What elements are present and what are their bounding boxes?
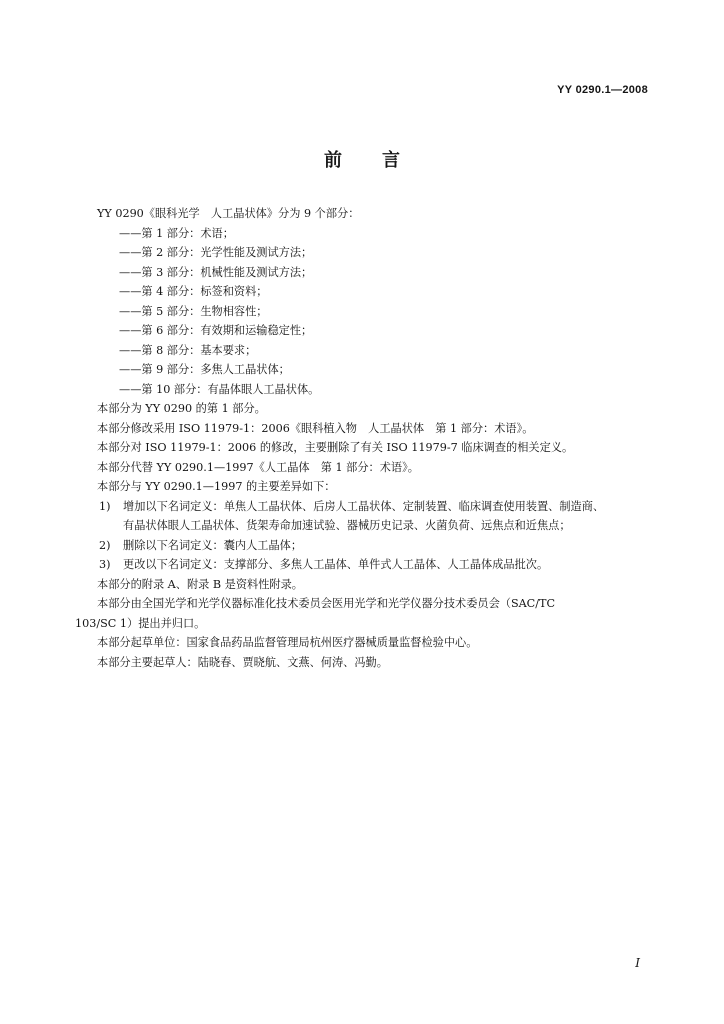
part-list-item: ——第 2 部分：光学性能及测试方法； xyxy=(119,246,313,259)
proposed-paragraph-line1: 本部分由全国光学和光学仪器标准化技术委员会医用光学和光学仪器分技术委员会（SAC/TC xyxy=(97,597,556,610)
change-item xyxy=(97,497,657,517)
intro-paragraph: YY 0290《眼科光学 人工晶状体》分为 9 个部分： xyxy=(97,207,360,220)
change-number: 1) xyxy=(99,499,111,513)
change-item xyxy=(97,536,657,556)
change-number: 3) xyxy=(99,558,111,571)
part-list-item: ——第 3 部分：机械性能及测试方法； xyxy=(119,265,313,279)
change-item xyxy=(97,555,657,575)
part-list-item: ——第 6 部分：有效期和运输稳定性； xyxy=(119,324,313,337)
change-text: 增加以下名词定义：单焦人工晶状体、后房人工晶状体、定制装置、临床调查使用装置、制造商、 xyxy=(123,499,605,513)
document-number: YY 0290.1—2008 xyxy=(557,84,648,96)
part-list-item: ——第 10 部分：有晶体眼人工晶状体。 xyxy=(119,382,320,396)
paragraph: 本部分对 ISO 11979-1：2006 的修改，主要删除了有关 ISO 11979-7 临床调查的相关定义。 xyxy=(97,441,574,454)
part-list-item: ——第 4 部分：标签和资料； xyxy=(119,285,268,298)
drafting-unit-paragraph: 本部分起草单位：国家食品药品监督管理局杭州医疗器械质量监督检验中心。 xyxy=(97,636,478,649)
foreword-body xyxy=(75,204,657,672)
part-list-item: ——第 5 部分：生物相容性； xyxy=(119,304,268,318)
annex-paragraph: 本部分的附录 A、附录 B 是资料性附录。 xyxy=(97,577,303,591)
part-list-item: ——第 1 部分：术语； xyxy=(119,226,234,240)
paragraph: 本部分修改采用 ISO 11979-1：2006《眼科植入物 人工晶状体 第 1 部分：术语》。 xyxy=(97,421,534,435)
paragraph: 本部分代替 YY 0290.1—1997《人工晶体 第 1 部分：术语》。 xyxy=(97,460,419,474)
paragraph: 本部分与 YY 0290.1—1997 的主要差异如下： xyxy=(97,480,336,493)
change-continuation: 有晶状体眼人工晶状体、货架寿命加速试验、器械历史记录、火菌负荷、远焦点和近焦点； xyxy=(123,519,571,532)
page-number: I xyxy=(635,956,640,970)
proposed-paragraph-line2: 103/SC 1）提出并归口。 xyxy=(75,616,206,630)
page-title: 前言 xyxy=(324,150,440,171)
drafters-paragraph: 本部分主要起草人：陆晓春、贾晓航、文燕、何涛、冯勤。 xyxy=(97,655,388,669)
part-list-item: ——第 8 部分：基本要求； xyxy=(119,343,257,357)
paragraph: 本部分为 YY 0290 的第 1 部分。 xyxy=(97,402,266,415)
change-text: 删除以下名词定义：囊内人工晶体； xyxy=(123,538,303,552)
change-number: 2) xyxy=(99,538,111,552)
part-list-item: ——第 9 部分：多焦人工晶状体； xyxy=(119,363,290,376)
change-text: 更改以下名词定义：支撑部分、多焦人工晶体、单件式人工晶体、人工晶体成品批次。 xyxy=(123,558,549,571)
